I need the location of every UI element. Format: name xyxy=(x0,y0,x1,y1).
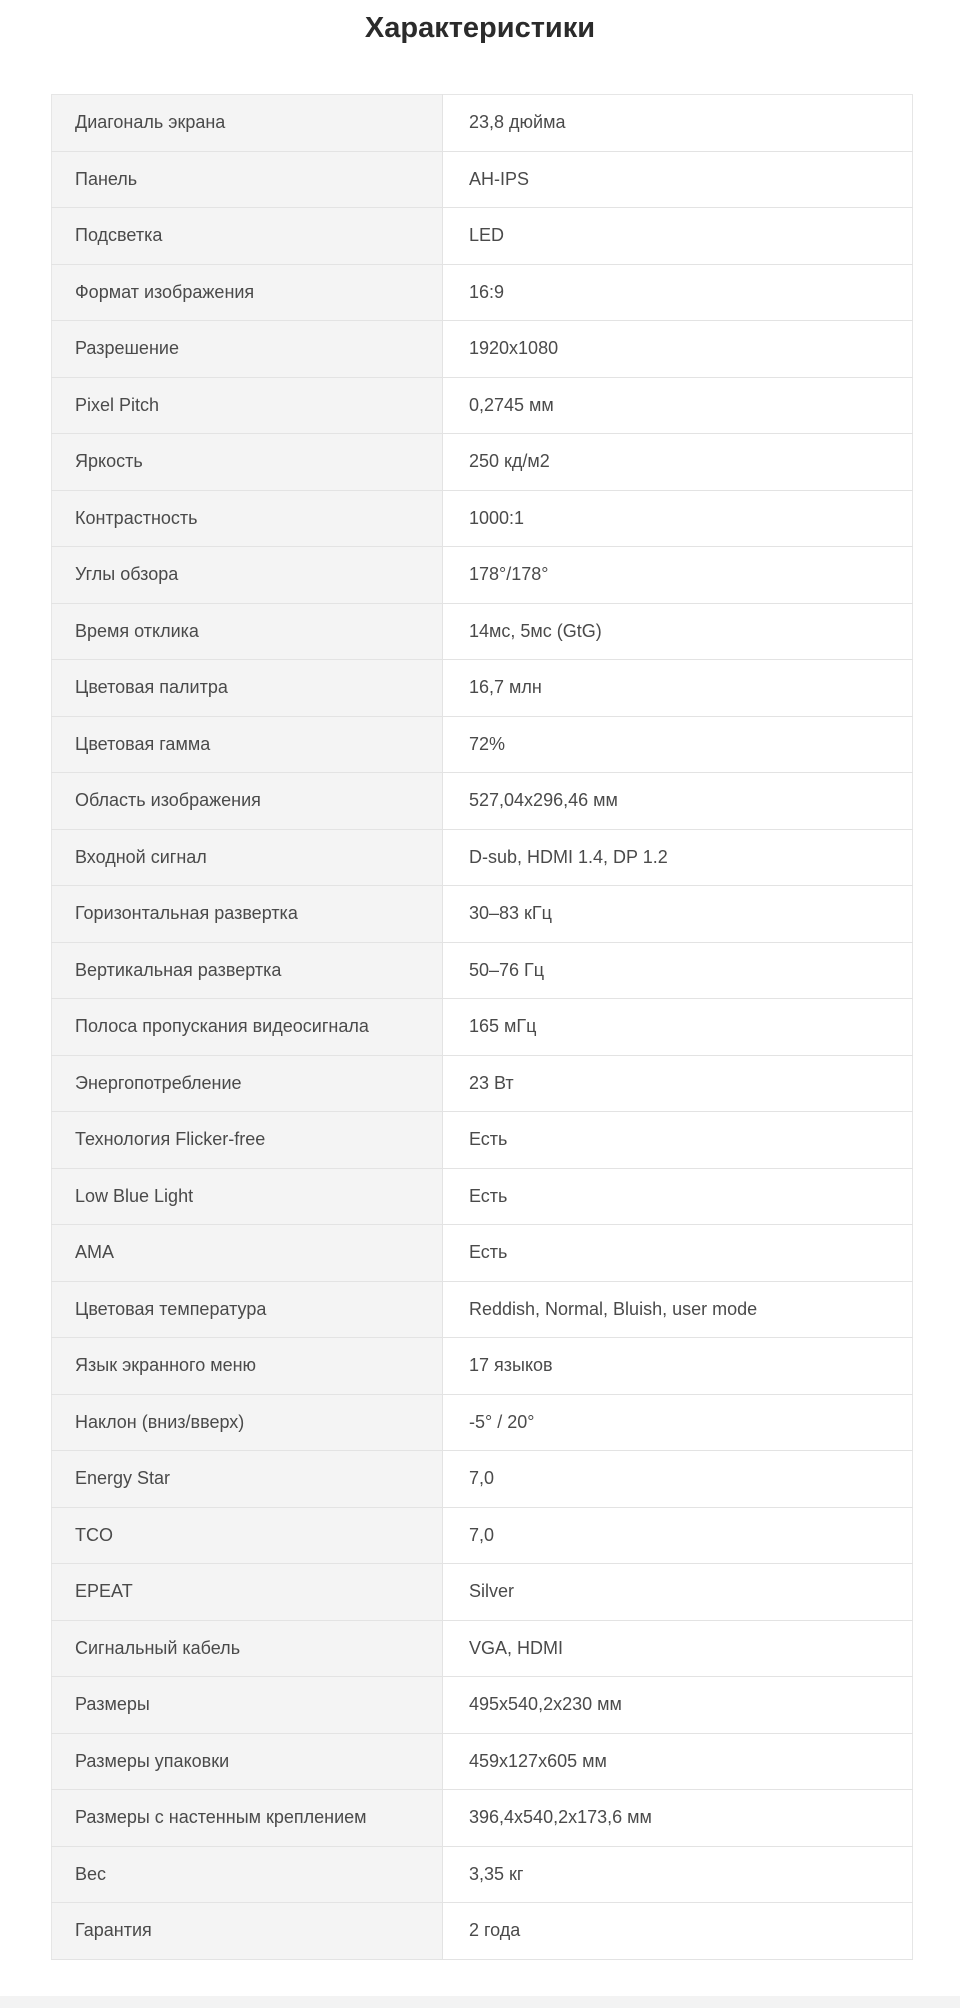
spec-value: 16:9 xyxy=(443,264,913,321)
spec-row xyxy=(52,377,913,434)
spec-label: Low Blue Light xyxy=(52,1168,443,1225)
spec-row xyxy=(52,1394,913,1451)
spec-label: Цветовая палитра xyxy=(52,660,443,717)
page-title: Характеристики xyxy=(364,12,596,44)
spec-label: Язык экранного меню xyxy=(52,1338,443,1395)
spec-value: Silver xyxy=(443,1564,913,1621)
spec-value: 178°/178° xyxy=(443,547,913,604)
page-footer-strip xyxy=(0,1996,960,2008)
spec-label: Диагональ экрана xyxy=(52,95,443,152)
spec-label: Сигнальный кабель xyxy=(52,1620,443,1677)
spec-label: Время отклика xyxy=(52,603,443,660)
spec-label: Pixel Pitch xyxy=(52,377,443,434)
spec-label: Полоса пропускания видеосигнала xyxy=(52,999,443,1056)
spec-value: 17 языков xyxy=(443,1338,913,1395)
spec-label: Вертикальная развертка xyxy=(52,942,443,999)
spec-label: Подсветка xyxy=(52,208,443,265)
spec-row xyxy=(52,1620,913,1677)
spec-label: Разрешение xyxy=(52,321,443,378)
spec-row xyxy=(52,490,913,547)
spec-value: Есть xyxy=(443,1112,913,1169)
spec-value: 23 Вт xyxy=(443,1055,913,1112)
spec-row xyxy=(52,95,913,152)
spec-label: Область изображения xyxy=(52,773,443,830)
specs-table xyxy=(51,94,913,1960)
spec-value: 7,0 xyxy=(443,1451,913,1508)
spec-value: 527,04x296,46 мм xyxy=(443,773,913,830)
spec-label: Горизонтальная развертка xyxy=(52,886,443,943)
spec-row xyxy=(52,1903,913,1960)
spec-label: Яркость xyxy=(52,434,443,491)
spec-row xyxy=(52,434,913,491)
spec-label: Входной сигнал xyxy=(52,829,443,886)
spec-label: Цветовая гамма xyxy=(52,716,443,773)
spec-label: EPEAT xyxy=(52,1564,443,1621)
spec-label: Гарантия xyxy=(52,1903,443,1960)
spec-label: Энергопотребление xyxy=(52,1055,443,1112)
spec-label: Energy Star xyxy=(52,1451,443,1508)
spec-row xyxy=(52,999,913,1056)
spec-label: Размеры с настенным креплением xyxy=(52,1790,443,1847)
spec-row xyxy=(52,1451,913,1508)
spec-value: VGA, HDMI xyxy=(443,1620,913,1677)
spec-row xyxy=(52,1846,913,1903)
spec-value: 250 кд/м2 xyxy=(443,434,913,491)
spec-label: AMA xyxy=(52,1225,443,1282)
spec-label: Технология Flicker-free xyxy=(52,1112,443,1169)
spec-row xyxy=(52,1677,913,1734)
spec-row xyxy=(52,264,913,321)
spec-row xyxy=(52,547,913,604)
spec-row xyxy=(52,1790,913,1847)
spec-value: Есть xyxy=(443,1225,913,1282)
spec-value: 0,2745 мм xyxy=(443,377,913,434)
spec-value: 459x127x605 мм xyxy=(443,1733,913,1790)
spec-label: Панель xyxy=(52,151,443,208)
spec-value: 50–76 Гц xyxy=(443,942,913,999)
spec-value: -5° / 20° xyxy=(443,1394,913,1451)
spec-value: 30–83 кГц xyxy=(443,886,913,943)
spec-label: Углы обзора xyxy=(52,547,443,604)
spec-row xyxy=(52,151,913,208)
spec-row xyxy=(52,829,913,886)
spec-row xyxy=(52,1733,913,1790)
spec-value: Reddish, Normal, Bluish, user mode xyxy=(443,1281,913,1338)
spec-row xyxy=(52,942,913,999)
spec-row xyxy=(52,1225,913,1282)
spec-label: Формат изображения xyxy=(52,264,443,321)
spec-row xyxy=(52,773,913,830)
spec-value: LED xyxy=(443,208,913,265)
spec-row xyxy=(52,1281,913,1338)
spec-row xyxy=(52,1055,913,1112)
spec-row xyxy=(52,1168,913,1225)
spec-row xyxy=(52,1112,913,1169)
spec-label: Вес xyxy=(52,1846,443,1903)
spec-label: Размеры xyxy=(52,1677,443,1734)
spec-value: 396,4x540,2x173,6 мм xyxy=(443,1790,913,1847)
spec-row xyxy=(52,660,913,717)
specs-table-body xyxy=(52,95,913,1960)
spec-value: 7,0 xyxy=(443,1507,913,1564)
spec-row xyxy=(52,886,913,943)
spec-row xyxy=(52,603,913,660)
spec-row xyxy=(52,1338,913,1395)
spec-row xyxy=(52,1507,913,1564)
spec-label: Размеры упаковки xyxy=(52,1733,443,1790)
spec-label: TCO xyxy=(52,1507,443,1564)
spec-row xyxy=(52,716,913,773)
spec-value: 72% xyxy=(443,716,913,773)
spec-value: Есть xyxy=(443,1168,913,1225)
spec-row xyxy=(52,1564,913,1621)
spec-value: 14мс, 5мс (GtG) xyxy=(443,603,913,660)
spec-value: 495x540,2x230 мм xyxy=(443,1677,913,1734)
spec-value: 3,35 кг xyxy=(443,1846,913,1903)
spec-row xyxy=(52,321,913,378)
spec-value: 1000:1 xyxy=(443,490,913,547)
spec-value: AH-IPS xyxy=(443,151,913,208)
spec-label: Контрастность xyxy=(52,490,443,547)
spec-label: Наклон (вниз/вверх) xyxy=(52,1394,443,1451)
spec-value: 165 мГц xyxy=(443,999,913,1056)
spec-value: 2 года xyxy=(443,1903,913,1960)
spec-value: 23,8 дюйма xyxy=(443,95,913,152)
spec-row xyxy=(52,208,913,265)
spec-value: 16,7 млн xyxy=(443,660,913,717)
spec-value: D-sub, HDMI 1.4, DP 1.2 xyxy=(443,829,913,886)
spec-label: Цветовая температура xyxy=(52,1281,443,1338)
spec-value: 1920x1080 xyxy=(443,321,913,378)
